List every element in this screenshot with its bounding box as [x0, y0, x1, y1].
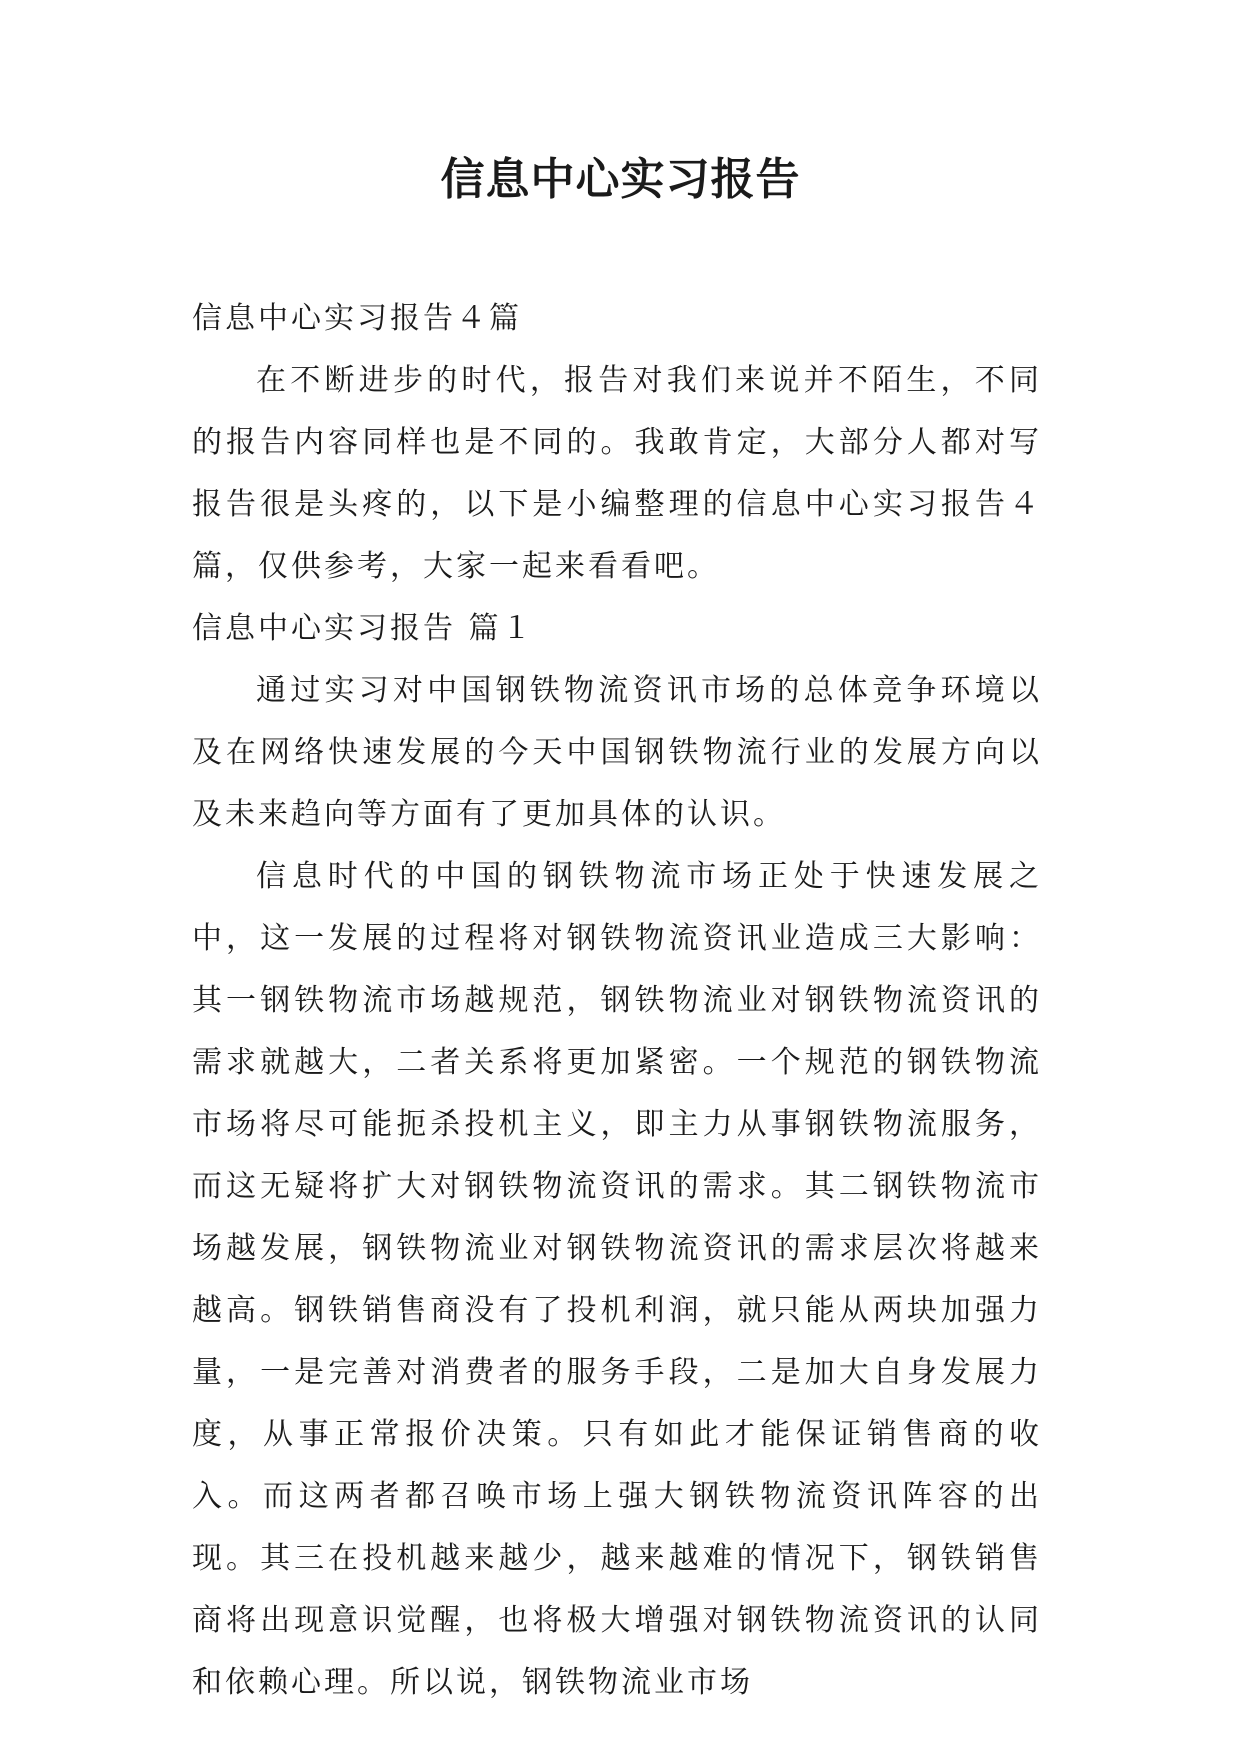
document-title: 信息中心实习报告 — [440, 154, 801, 205]
body-paragraph-2: 信息时代的中国的钢铁物流市场正处于快速发展之中，这一发展的过程将对钢铁物流资讯业造成三大影响：其一钢铁物流市场越规范，钢铁物流业对钢铁物流资讯的需求就越大，二者关系将更加紧密。一个规范的钢铁物流市场将尽可能扼杀投机主义，即主力从事钢铁物流服务，而这无疑将扩大对钢铁物流资讯的需求。其二钢铁物流市场越发展，钢铁物流业对钢铁物流资讯的需求层次将越来越高。钢铁销售商没有了投机利润，就只能从两块加强力量，一是完善对消费者的服务手段，二是加大自身发展力度，从事正常报价决策。只有如此才能保证销售商的收入。而这两者都召唤市场上强大钢铁物流资讯阵容的出现。其三在投机越来越少，越来越难的情况下，钢铁销售商将出现意识觉醒，也将极大增强对钢铁物流资讯的认同和依赖心理。所以说，钢铁物流业市场 — [192, 859, 1042, 1700]
section-heading: 信息中心实习报告 篇１ — [192, 611, 535, 646]
document-body — [192, 288, 1042, 1714]
intro-paragraph: 在不断进步的时代，报告对我们来说并不陌生，不同的报告内容同样也是不同的。我敢肯定，大部分人都对写报告很是头疼的，以下是小编整理的信息中心实习报告４篇，仅供参考，大家一起来看看吧。 — [192, 363, 1042, 584]
document-subtitle: 信息中心实习报告４篇 — [192, 301, 522, 336]
body-paragraph-1: 通过实习对中国钢铁物流资讯市场的总体竞争环境以及在网络快速发展的今天中国钢铁物流行业的发展方向以及未来趋向等方面有了更加具体的认识。 — [192, 673, 1042, 832]
